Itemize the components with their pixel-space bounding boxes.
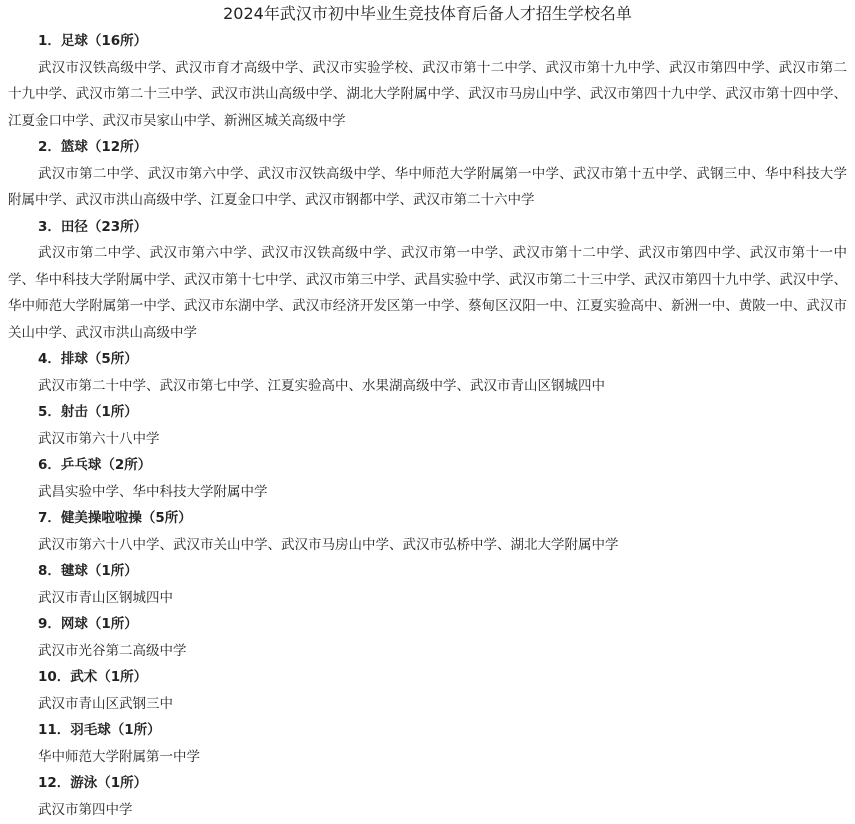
section-shooting xyxy=(8,399,847,452)
section-heading: 11．羽毛球（1所） xyxy=(38,722,161,738)
page-title: 2024年武汉市初中毕业生竞技体育后备人才招生学校名单 xyxy=(223,4,632,23)
section-shuttlecock xyxy=(8,558,847,611)
school-list: 武汉市第二十中学、武汉市第七中学、江夏实验高中、水果湖高级中学、武汉市青山区钢城四中 xyxy=(38,377,605,394)
section-heading: 10．武术（1所） xyxy=(38,669,148,685)
section-badminton xyxy=(8,717,847,770)
school-list: 华中师范大学附属第一中学 xyxy=(38,748,200,765)
section-swimming xyxy=(8,770,847,823)
section-heading: 3．田径（23所） xyxy=(38,218,148,235)
school-list: 武汉市第六十八中学 xyxy=(38,430,160,447)
section-heading: 1．足球（16所） xyxy=(38,33,148,49)
section-martial-arts xyxy=(8,664,847,717)
section-aerobics-cheerleading xyxy=(8,505,847,558)
section-heading: 4．排球（5所） xyxy=(38,351,138,367)
section-heading: 7．健美操啦啦操（5所） xyxy=(38,510,192,526)
section-track-field xyxy=(8,214,847,347)
school-list: 武汉市青山区钢城四中 xyxy=(38,589,173,606)
school-list: 武汉市第二中学、武汉市第六中学、武汉市汉铁高级中学、华中师范大学附属第一中学、武汉市第十五中学、武钢三中、华中科技大学附属中学、武汉市洪山高级中学、江夏金口中学、武汉市钢都中学、武汉市第二十六中学 xyxy=(8,165,847,208)
school-list: 武汉市青山区武钢三中 xyxy=(38,695,173,712)
school-list: 武汉市汉铁高级中学、武汉市育才高级中学、武汉市实验学校、武汉市第十二中学、武汉市第十九中学、武汉市第四中学、武汉市第二十九中学、武汉市第二十三中学、武汉市洪山高级中学、湖北大学附属中学、武汉市马房山中学、武汉市第四十九中学、武汉市第十四中学、江夏金口中学、武汉市吴家山中学、新洲区城关高级中学 xyxy=(8,59,847,129)
school-list: 武汉市第六十八中学、武汉市关山中学、武汉市马房山中学、武汉市弘桥中学、湖北大学附属中学 xyxy=(38,536,619,553)
section-heading: 2．篮球（12所） xyxy=(38,139,148,155)
school-list: 武汉市光谷第二高级中学 xyxy=(38,642,187,659)
section-heading: 12．游泳（1所） xyxy=(38,775,148,791)
section-volleyball xyxy=(8,346,847,399)
section-football xyxy=(8,28,847,134)
section-heading: 9．网球（1所） xyxy=(38,616,138,632)
section-tennis xyxy=(8,611,847,664)
section-basketball xyxy=(8,134,847,214)
school-list: 武汉市第四中学 xyxy=(38,801,133,818)
school-list: 武昌实验中学、华中科技大学附属中学 xyxy=(38,483,268,500)
section-heading: 6．乒乓球（2所） xyxy=(38,457,152,473)
school-list: 武汉市第二中学、武汉市第六中学、武汉市汉铁高级中学、武汉市第一中学、武汉市第十二中学、武汉市第四中学、武汉市第十一中学、华中科技大学附属中学、武汉市第十七中学、武汉市第三中学、武昌实验中学、武汉市第二十三中学、武汉市第四十九中学、武汉中学、华中师范大学附属第一中学、武汉市东湖中学、武汉市经济开发区第一中学、蔡甸区汉阳一中、江夏实验高中、新洲一中、黄陂一中、武汉市关山中学、武汉市洪山高级中学 xyxy=(8,245,847,341)
section-table-tennis xyxy=(8,452,847,505)
section-heading: 5．射击（1所） xyxy=(38,404,138,420)
section-heading: 8．毽球（1所） xyxy=(38,563,138,579)
